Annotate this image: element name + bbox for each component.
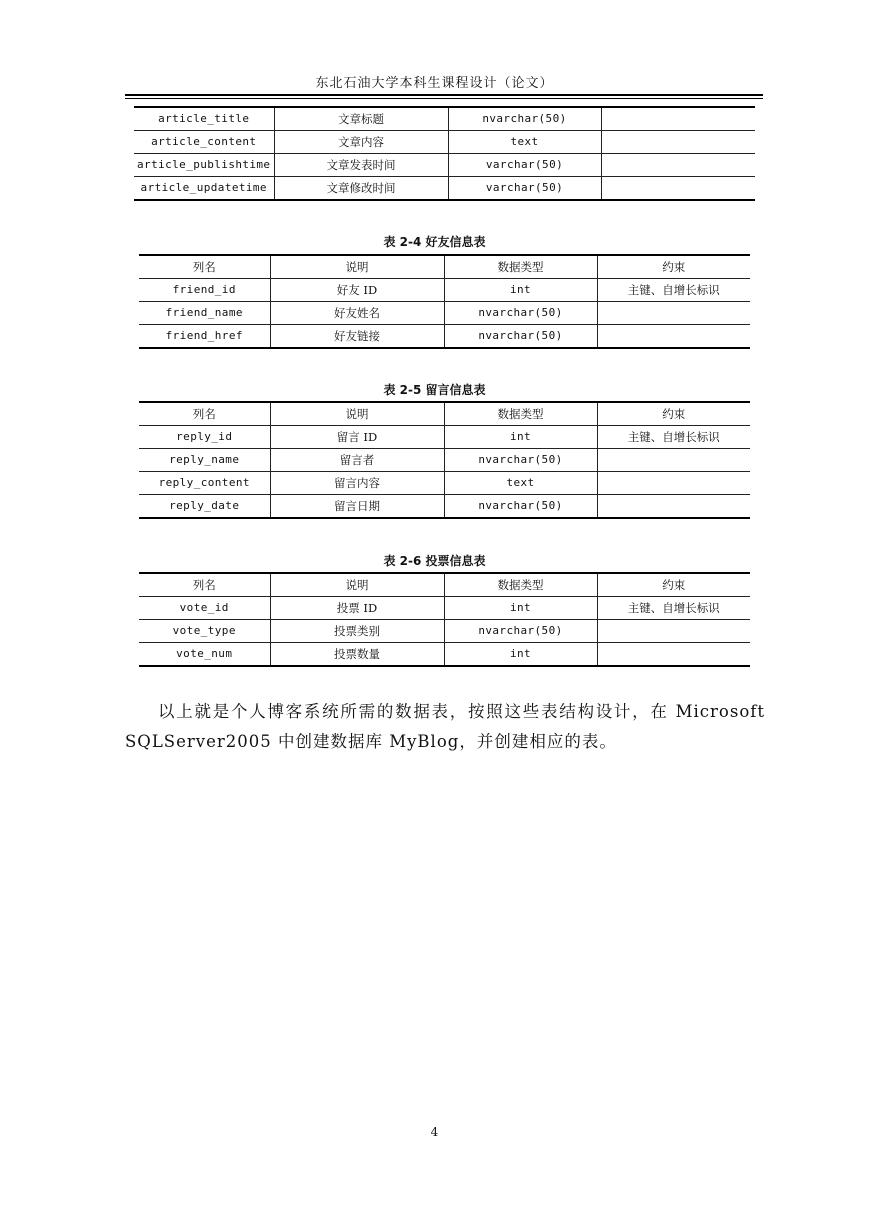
cell-constraint: [597, 643, 750, 667]
cell-constraint: 主键、自增长标识: [597, 426, 750, 449]
cell-constraint: 主键、自增长标识: [597, 597, 750, 620]
page-number: 4: [430, 1125, 439, 1139]
cell-description: 文章发表时间: [274, 154, 448, 177]
table-caption-vote: 表 2-6 投票信息表: [383, 554, 486, 568]
cell-description: 好友姓名: [270, 302, 444, 325]
cell-description: 文章内容: [274, 131, 448, 154]
cell-column-name: article_updatetime: [134, 177, 274, 201]
cell-data-type: nvarchar(50): [444, 325, 597, 349]
table-row: [139, 620, 750, 643]
table-row: [139, 597, 750, 620]
table-header-row: [139, 255, 750, 279]
cell-data-type: int: [444, 643, 597, 667]
table-row: [139, 643, 750, 667]
cell-description: 好友 ID: [270, 279, 444, 302]
cell-constraint: [601, 107, 755, 131]
running-header: 东北石油大学本科生课程设计（论文）: [315, 76, 554, 91]
table-row: [139, 472, 750, 495]
cell-constraint: [597, 325, 750, 349]
table-caption-friend: 表 2-4 好友信息表: [383, 235, 486, 249]
header-data-type: 数据类型: [444, 255, 597, 279]
header-data-type: 数据类型: [444, 402, 597, 426]
cell-data-type: nvarchar(50): [448, 107, 601, 131]
cell-column-name: friend_name: [139, 302, 270, 325]
cell-column-name: friend_href: [139, 325, 270, 349]
cell-constraint: [601, 177, 755, 201]
header-description: 说明: [270, 402, 444, 426]
cell-column-name: vote_type: [139, 620, 270, 643]
cell-data-type: text: [448, 131, 601, 154]
cell-column-name: article_title: [134, 107, 274, 131]
cell-column-name: reply_date: [139, 495, 270, 519]
header-column-name: 列名: [139, 573, 270, 597]
cell-data-type: nvarchar(50): [444, 495, 597, 519]
cell-constraint: [597, 620, 750, 643]
table-row: [139, 302, 750, 325]
cell-data-type: int: [444, 279, 597, 302]
cell-data-type: text: [444, 472, 597, 495]
cell-description: 留言者: [270, 449, 444, 472]
table-row: [139, 426, 750, 449]
header-column-name: 列名: [139, 402, 270, 426]
header-data-type: 数据类型: [444, 573, 597, 597]
cell-description: 好友链接: [270, 325, 444, 349]
cell-column-name: vote_num: [139, 643, 270, 667]
cell-data-type: nvarchar(50): [444, 449, 597, 472]
table-row: [134, 107, 755, 131]
header-rule-thin: [125, 98, 763, 99]
cell-description: 投票数量: [270, 643, 444, 667]
reply-table: [139, 401, 750, 519]
cell-data-type: int: [444, 426, 597, 449]
table-row: [139, 449, 750, 472]
header-rule-thick: [125, 94, 763, 96]
cell-constraint: [597, 302, 750, 325]
cell-constraint: [597, 472, 750, 495]
cell-constraint: [597, 449, 750, 472]
cell-column-name: reply_content: [139, 472, 270, 495]
cell-description: 投票类别: [270, 620, 444, 643]
body-paragraph: 以上就是个人博客系统所需的数据表，按照这些表结构设计，在 Microsoft SQLServer2005 中创建数据库 MyBlog，并创建相应的表。: [125, 702, 765, 751]
header-constraint: 约束: [597, 255, 750, 279]
cell-description: 文章标题: [274, 107, 448, 131]
table-row: [139, 495, 750, 519]
header-description: 说明: [270, 255, 444, 279]
cell-data-type: int: [444, 597, 597, 620]
table-row: [134, 177, 755, 201]
cell-description: 留言日期: [270, 495, 444, 519]
cell-data-type: nvarchar(50): [444, 620, 597, 643]
header-description: 说明: [270, 573, 444, 597]
cell-column-name: reply_id: [139, 426, 270, 449]
cell-description: 留言 ID: [270, 426, 444, 449]
cell-description: 投票 ID: [270, 597, 444, 620]
table-row: [134, 154, 755, 177]
cell-data-type: varchar(50): [448, 154, 601, 177]
cell-description: 文章修改时间: [274, 177, 448, 201]
cell-column-name: reply_name: [139, 449, 270, 472]
vote-table: [139, 572, 750, 667]
table-row: [134, 131, 755, 154]
header-column-name: 列名: [139, 255, 270, 279]
cell-constraint: [601, 154, 755, 177]
cell-constraint: [597, 495, 750, 519]
cell-data-type: varchar(50): [448, 177, 601, 201]
cell-column-name: friend_id: [139, 279, 270, 302]
cell-description: 留言内容: [270, 472, 444, 495]
cell-column-name: vote_id: [139, 597, 270, 620]
friend-table: [139, 254, 750, 349]
table-header-row: [139, 402, 750, 426]
header-constraint: 约束: [597, 402, 750, 426]
cell-column-name: article_publishtime: [134, 154, 274, 177]
table-row: [139, 325, 750, 349]
header-constraint: 约束: [597, 573, 750, 597]
cell-constraint: [601, 131, 755, 154]
cell-constraint: 主键、自增长标识: [597, 279, 750, 302]
table-caption-reply: 表 2-5 留言信息表: [383, 383, 486, 397]
table-row: [139, 279, 750, 302]
cell-column-name: article_content: [134, 131, 274, 154]
table-header-row: [139, 573, 750, 597]
cell-data-type: nvarchar(50): [444, 302, 597, 325]
article-table-continued: [134, 106, 755, 201]
